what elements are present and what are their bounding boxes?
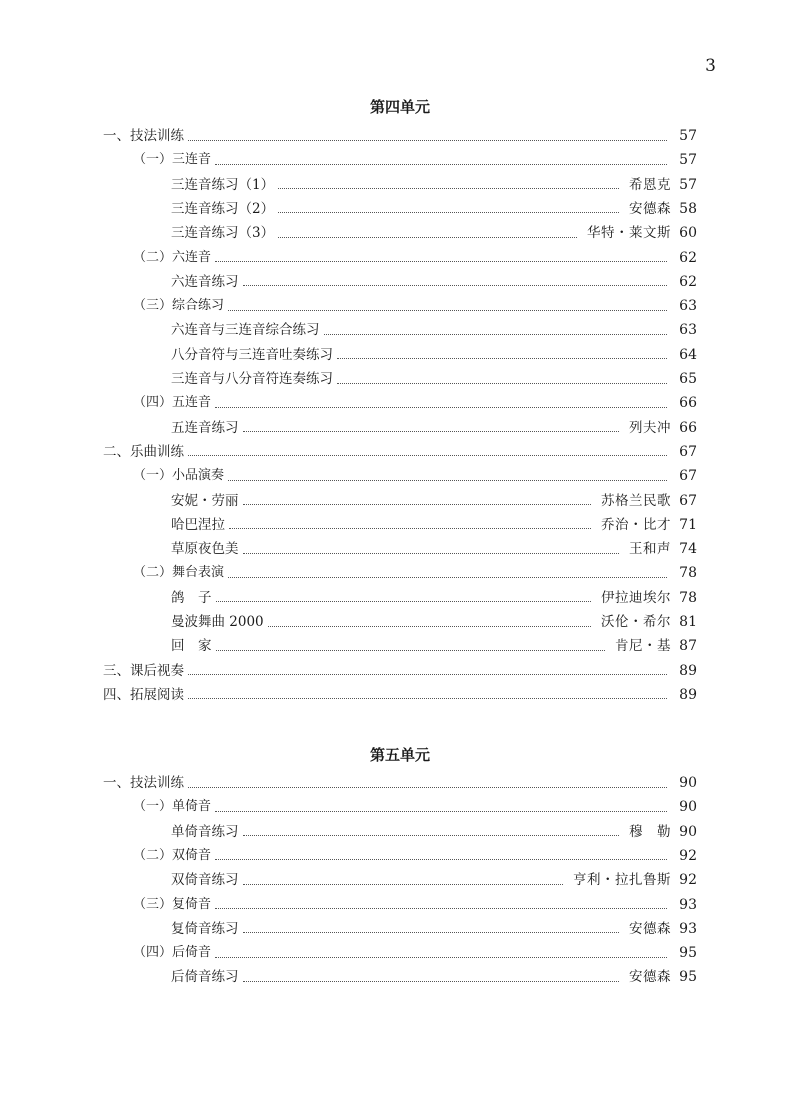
dot-leader xyxy=(215,407,667,408)
toc-entry-page: 71 xyxy=(679,516,697,533)
toc-entry-spacer xyxy=(278,212,619,213)
toc-entry-label: 草原夜色美 xyxy=(171,541,239,558)
toc-entry-composer: 安德森 xyxy=(629,920,671,937)
toc-entry-spacer xyxy=(216,650,606,651)
toc-entry-label: 五连音练习 xyxy=(171,419,239,436)
toc-entry-page: 60 xyxy=(679,225,697,242)
toc-entry-composer: 乔治・比才 xyxy=(601,516,671,533)
toc-entry[interactable] xyxy=(171,870,697,890)
toc-entry-label: （二）双倚音 xyxy=(133,847,212,863)
toc-entry-label: （四）五连音 xyxy=(133,395,212,411)
toc-entry-page: 90 xyxy=(679,823,697,840)
dot-leader xyxy=(228,480,667,481)
toc-entry-composer: 亨利・拉扎鲁斯 xyxy=(573,872,671,889)
toc-entry-page: 63 xyxy=(679,322,697,339)
toc-entry[interactable] xyxy=(133,393,697,413)
toc-entry-label: （一）单倚音 xyxy=(133,799,212,815)
toc-entry[interactable] xyxy=(171,515,697,535)
toc-entry-page: 92 xyxy=(679,872,697,889)
toc-entry[interactable] xyxy=(171,588,697,608)
toc-entry-label: 一、技法训练 xyxy=(103,128,184,144)
toc-entry-page: 78 xyxy=(679,565,697,582)
toc-entry-page: 89 xyxy=(679,662,697,679)
toc-entry-label: 回 家 xyxy=(171,638,212,655)
toc-entry[interactable] xyxy=(171,612,697,632)
toc-entry-page: 93 xyxy=(679,920,697,937)
toc-entry-composer: 列夫冲 xyxy=(629,419,671,436)
toc-entry[interactable] xyxy=(171,919,697,939)
toc-entry-page: 67 xyxy=(679,443,697,460)
dot-leader xyxy=(188,674,667,675)
toc-entry[interactable] xyxy=(171,272,697,292)
toc-entry[interactable] xyxy=(133,563,697,583)
toc-entry-spacer xyxy=(243,504,592,505)
toc-entry-label: 三连音与八分音符连奏练习 xyxy=(171,371,333,387)
toc-entry-label: 一、技法训练 xyxy=(103,775,184,791)
toc-entry-composer: 伊拉迪埃尔 xyxy=(601,589,671,606)
toc-entry[interactable] xyxy=(171,418,697,438)
toc-entry-spacer xyxy=(268,626,591,627)
toc-entry-label: 六连音与三连音综合练习 xyxy=(171,322,320,339)
dot-leader xyxy=(228,577,667,578)
toc-entry-spacer xyxy=(229,528,591,529)
toc-entry-label: 三连音练习（2） xyxy=(171,200,275,217)
dot-leader xyxy=(337,383,667,384)
toc-entry-page: 78 xyxy=(679,589,697,606)
toc-entry-page: 65 xyxy=(679,371,697,387)
toc-entry-page: 66 xyxy=(679,395,697,412)
toc-entry-label: 三连音练习（1） xyxy=(171,176,275,193)
toc-entry-label: 后倚音练习 xyxy=(171,969,239,986)
toc-entry[interactable] xyxy=(133,466,697,486)
dot-leader xyxy=(324,334,668,335)
toc-entry-spacer xyxy=(278,188,619,189)
toc-entry-label: （四）后倚音 xyxy=(133,945,212,961)
toc-entry-label: 四、拓展阅读 xyxy=(103,686,184,703)
toc-entry-label: 三、课后视奏 xyxy=(103,662,184,679)
toc-entry-label: 双倚音练习 xyxy=(171,872,239,889)
toc-entry-page: 74 xyxy=(679,541,697,558)
toc-entry-page: 67 xyxy=(679,492,697,509)
toc-entry[interactable] xyxy=(103,661,697,681)
toc-entry-composer: 沃伦・希尔 xyxy=(601,614,671,630)
toc-entry-spacer xyxy=(243,884,564,885)
toc-entry[interactable] xyxy=(133,943,697,963)
toc-entry-composer: 王和声 xyxy=(629,541,671,558)
toc-entry[interactable] xyxy=(171,636,697,656)
toc-entry-composer: 穆 勒 xyxy=(629,823,671,840)
toc-entry-label: 哈巴涅拉 xyxy=(171,516,225,533)
toc-entry-page: 95 xyxy=(679,969,697,986)
toc-entry-composer: 华特・莱文斯 xyxy=(587,225,671,242)
dot-leader xyxy=(188,698,667,699)
toc-entry-page: 93 xyxy=(679,896,697,913)
toc-entry[interactable] xyxy=(133,296,697,316)
dot-leader xyxy=(337,358,667,359)
toc-entry[interactable] xyxy=(171,369,697,389)
toc-entry-page: 62 xyxy=(679,249,697,266)
toc-entry[interactable] xyxy=(103,773,697,793)
toc-entry[interactable] xyxy=(103,685,697,705)
toc-entry-page: 66 xyxy=(679,419,697,436)
toc-entry-label: （一）小品演奏 xyxy=(133,468,225,484)
toc-entry[interactable] xyxy=(171,223,697,243)
toc-entry[interactable] xyxy=(171,491,697,511)
dot-leader xyxy=(188,455,667,456)
toc-entry-spacer xyxy=(216,601,592,602)
toc-entry-page: 95 xyxy=(679,945,697,962)
toc-entry-composer: 肯尼・基 xyxy=(615,638,671,655)
toc-entry-label: （二）舞台表演 xyxy=(133,565,225,581)
toc-entry-page: 62 xyxy=(679,273,697,290)
toc-entry-page: 63 xyxy=(679,298,697,315)
toc-entry[interactable] xyxy=(171,199,697,219)
toc-entry-label: 六连音练习 xyxy=(171,273,239,290)
toc-entry[interactable] xyxy=(171,175,697,195)
toc-entry-label: 复倚音练习 xyxy=(171,920,239,937)
toc-entry-label: 曼波舞曲 2000 xyxy=(171,614,264,630)
toc-entry-page: 57 xyxy=(679,152,697,169)
toc-entry[interactable] xyxy=(133,797,697,817)
toc-entry[interactable] xyxy=(133,846,697,866)
toc-entry-page: 64 xyxy=(679,346,697,363)
toc-entry-page: 90 xyxy=(679,775,697,791)
toc-entry-label: 三连音练习（3） xyxy=(171,225,275,242)
toc-entry-label: 二、乐曲训练 xyxy=(103,443,184,460)
dot-leader xyxy=(188,140,667,141)
toc-entry-spacer xyxy=(243,981,620,982)
dot-leader xyxy=(215,957,667,958)
toc-entry-page: 57 xyxy=(679,128,697,144)
toc-entry-spacer xyxy=(243,835,620,836)
dot-leader xyxy=(243,285,668,286)
toc-entry-label: （三）复倚音 xyxy=(133,896,212,912)
toc-entry-page: 89 xyxy=(679,686,697,703)
toc-entry-composer: 希恩克 xyxy=(629,176,671,193)
toc-entry[interactable] xyxy=(103,442,697,462)
dot-leader xyxy=(188,787,667,788)
toc-entry-label: 八分音符与三连音吐奏练习 xyxy=(171,346,333,363)
toc-entry-page: 57 xyxy=(679,176,697,193)
toc-entry-composer: 苏格兰民歌 xyxy=(601,492,671,509)
toc-entry[interactable] xyxy=(133,895,697,915)
toc-entry-spacer xyxy=(243,553,620,554)
toc-entry-page: 58 xyxy=(679,200,697,217)
toc-entry-page: 81 xyxy=(679,614,697,630)
unit-title-5: 第五单元 xyxy=(369,746,430,764)
unit-title-4: 第四单元 xyxy=(369,98,430,116)
toc-entry[interactable] xyxy=(171,320,697,340)
dot-leader xyxy=(215,908,667,909)
toc-entry-composer: 安德森 xyxy=(629,969,671,986)
dot-leader xyxy=(228,310,667,311)
toc-entry-label: 单倚音练习 xyxy=(171,823,239,840)
toc-entry[interactable] xyxy=(171,967,697,987)
toc-entry-label: 安妮・劳丽 xyxy=(171,492,239,509)
toc-entry[interactable] xyxy=(171,539,697,559)
toc-entry-page: 67 xyxy=(679,468,697,485)
dot-leader xyxy=(215,859,667,860)
toc-entry[interactable] xyxy=(133,248,697,268)
toc-entry[interactable] xyxy=(103,126,697,146)
toc-entry-composer: 安德森 xyxy=(629,200,671,217)
toc-entry-spacer xyxy=(278,237,577,238)
toc-entry[interactable] xyxy=(171,822,697,842)
toc-entry-page: 90 xyxy=(679,799,697,816)
toc-entry-page: 87 xyxy=(679,638,697,655)
toc-entry-label: （一）三连音 xyxy=(133,152,212,168)
toc-entry[interactable] xyxy=(171,345,697,365)
toc-entry-label: 鸽 子 xyxy=(171,589,212,606)
toc-entry-spacer xyxy=(243,431,620,432)
toc-entry-page: 92 xyxy=(679,847,697,864)
toc-entry[interactable] xyxy=(133,150,697,170)
page-number: 3 xyxy=(705,56,716,76)
dot-leader xyxy=(215,164,667,165)
toc-entry-label: （二）六连音 xyxy=(133,249,212,265)
toc-entry-label: （三）综合练习 xyxy=(133,298,225,314)
dot-leader xyxy=(215,811,667,812)
dot-leader xyxy=(215,261,667,262)
toc-entry-spacer xyxy=(243,932,620,933)
